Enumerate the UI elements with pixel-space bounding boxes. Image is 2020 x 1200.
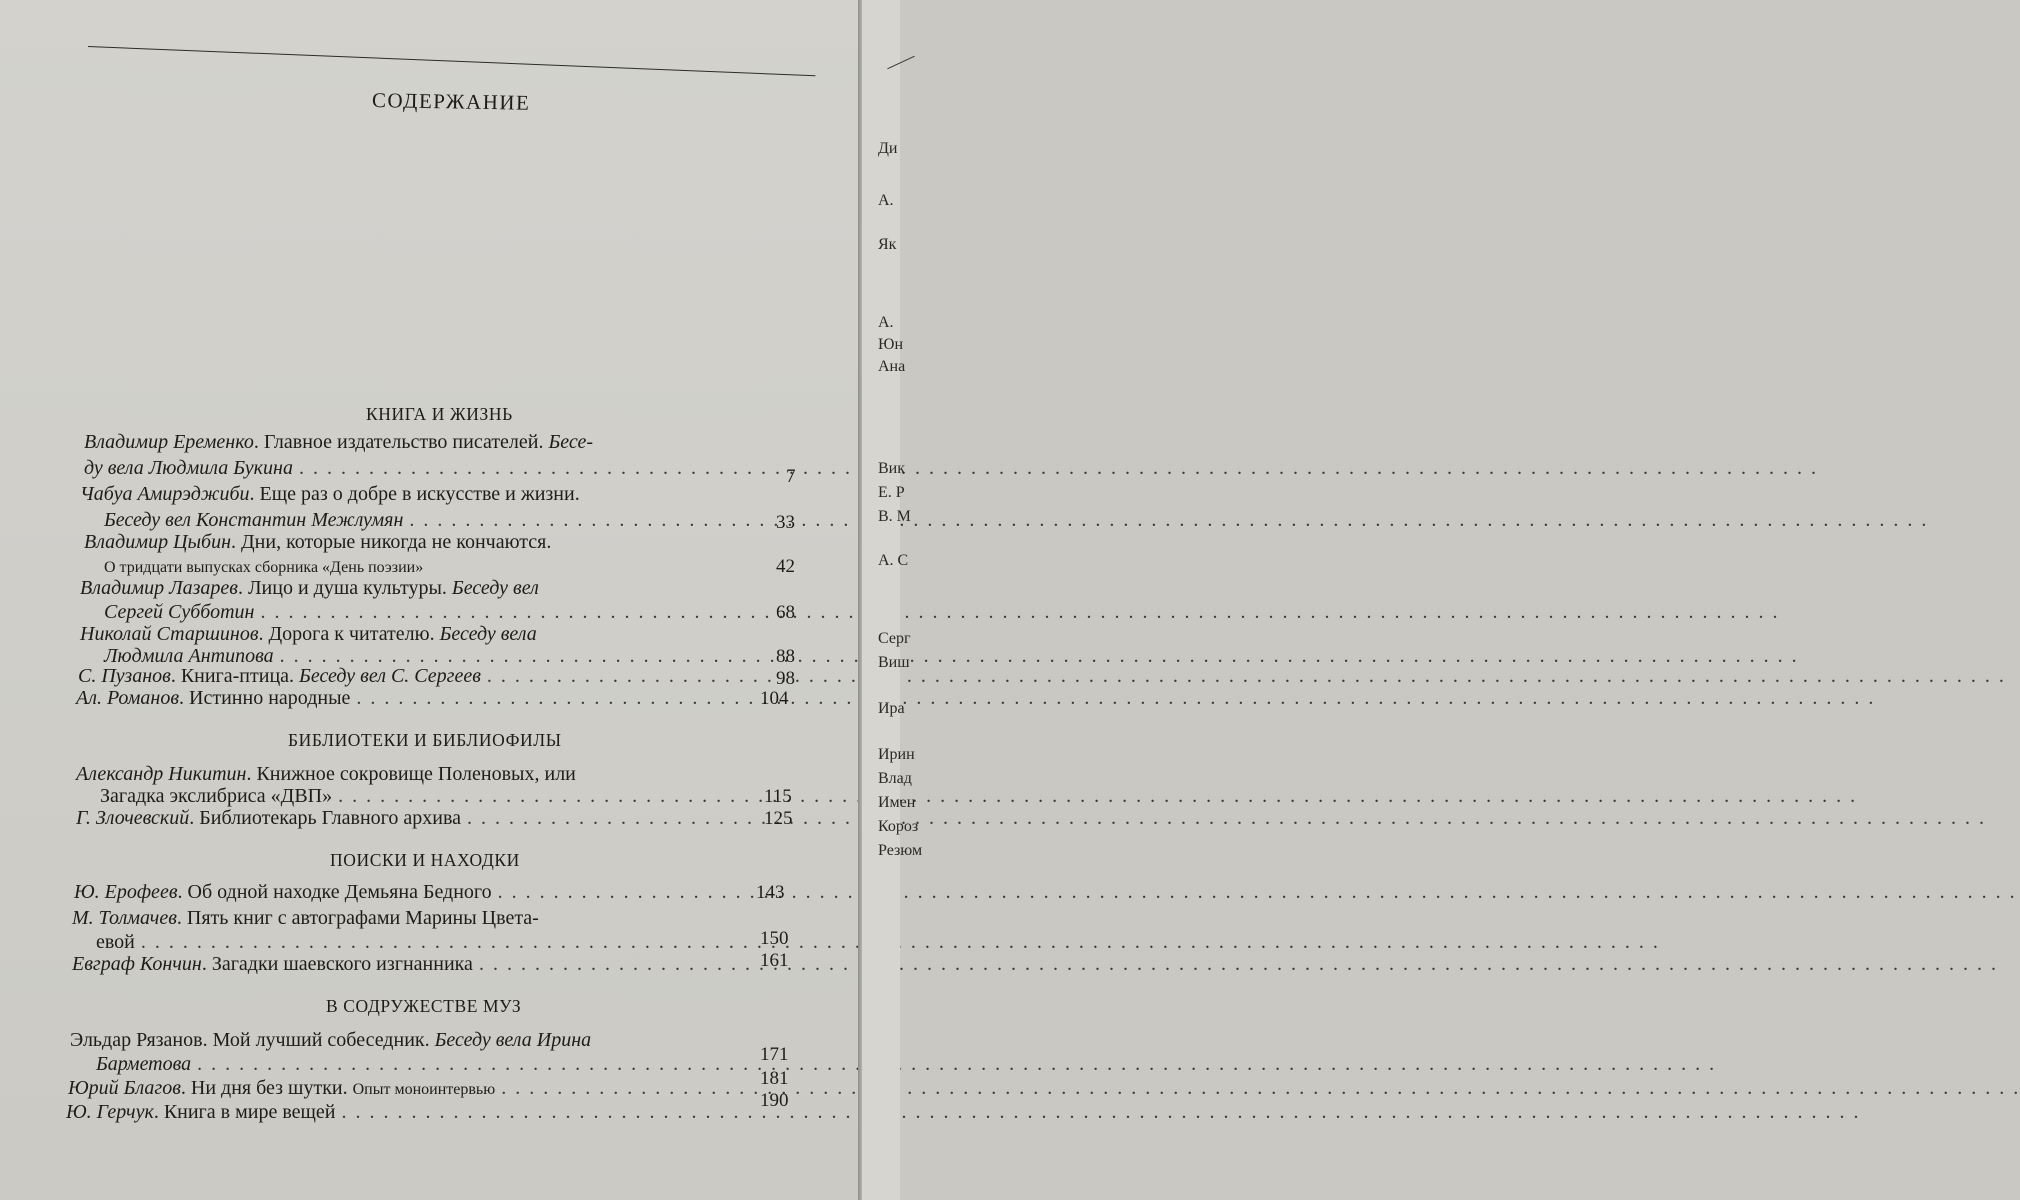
entry-author: Ю. Герчук	[66, 1101, 154, 1123]
facing-page-fragment: Як	[878, 236, 897, 253]
page-number: 143	[756, 882, 785, 903]
page-number: 33	[776, 512, 795, 533]
toc-entry[interactable]: Ю. Герчук . Книга в мире вещей . . .	[66, 1100, 736, 1124]
entry-author: Евграф Кончин	[72, 953, 202, 975]
entry-author: Г. Злочевский	[76, 807, 190, 829]
leader-dots	[498, 880, 2017, 904]
leader-dots	[409, 508, 1928, 532]
entry-note: Беседу вел С. Сергеев	[299, 665, 481, 687]
leader-dots	[342, 1100, 1861, 1124]
toc-entry[interactable]: Владимир Лазарев . Лицо и душа культуры. Беседу вел	[80, 577, 539, 599]
page-number: 88	[776, 646, 795, 667]
leader-dots	[356, 686, 1875, 710]
entry-title: Книга в мире вещей	[163, 1101, 336, 1123]
facing-page-fragment: Ди	[878, 140, 898, 157]
entry-note: Сергей Субботин	[104, 601, 255, 623]
entry-title: Библиотекарь Главного архива	[199, 807, 462, 829]
toc-entry[interactable]: Александр Никитин . Книжное сокровище Поленовых, или	[76, 763, 576, 785]
entry-author: Эльдар Рязанов	[70, 1029, 203, 1051]
entry-author: С. Пузанов	[78, 665, 171, 687]
section-heading: БИБЛИОТЕКИ И БИБЛИОФИЛЫ	[288, 730, 562, 750]
toc-entry[interactable]: М. Толмачев . Пять книг с автографами Марины Цвета-	[72, 907, 539, 929]
entry-note: Беседу вела	[439, 623, 537, 645]
toc-entry[interactable]: Владимир Цыбин . Дни, которые никогда не кончаются.	[84, 531, 552, 553]
leader-dots	[338, 784, 1857, 808]
leader-dots	[501, 1076, 2020, 1100]
leader-dots	[467, 806, 1986, 830]
entry-title: Истинно народные	[189, 687, 351, 709]
toc-entry[interactable]: Г. Злочевский . Библиотекарь Главного архива . . .	[76, 806, 740, 830]
page-title: СОДЕРЖАНИЕ	[371, 88, 531, 115]
toc-entry[interactable]: Ал. Романов . Истинно народные . . .	[76, 686, 740, 710]
facing-page-fragment: В. М	[878, 508, 911, 525]
toc-entry-continuation[interactable]	[104, 508, 744, 532]
entry-note: О тридцати выпусках сборника «День поэзии»	[104, 559, 424, 576]
page-number: 98	[776, 668, 795, 689]
entry-author: Ал. Романов	[76, 687, 180, 709]
entry-author: Ю. Ерофеев	[74, 881, 178, 903]
entry-title: евой	[96, 931, 135, 953]
section-heading: В СОДРУЖЕСТВЕ МУЗ	[326, 996, 522, 1016]
toc-entry-continuation[interactable]	[100, 784, 740, 808]
entry-title: Дни, которые никогда не кончаются.	[241, 531, 552, 553]
entry-author: Владимир Цыбин	[84, 531, 232, 553]
facing-page-fragment: Вик	[878, 460, 906, 477]
facing-page-fragment: А.	[878, 192, 894, 209]
section-heading: ПОИСКИ И НАХОДКИ	[330, 850, 520, 870]
page-number: 161	[760, 950, 789, 971]
page-number: 7	[786, 466, 796, 487]
book-page	[0, 0, 860, 1200]
facing-page-fragment: Серг	[878, 630, 911, 647]
top-rule	[88, 46, 815, 76]
entry-author: Владимир Лазарев	[80, 577, 238, 599]
toc-entry-continuation[interactable]	[96, 930, 740, 954]
entry-note: Барметова	[96, 1053, 192, 1075]
page-number: 150	[760, 928, 789, 949]
facing-page-fragment: Юн	[878, 336, 904, 353]
toc-entry[interactable]: Николай Старшинов . Дорога к читателю. Беседу вела	[80, 623, 537, 645]
leader-dots	[487, 664, 2006, 688]
page-number: 181	[760, 1068, 789, 1089]
page-number: 42	[776, 556, 795, 577]
leader-dots	[299, 456, 1818, 480]
section-heading: КНИГА И ЖИЗНЬ	[366, 404, 513, 424]
page-number: 68	[776, 602, 795, 623]
page-number: 115	[764, 786, 792, 807]
facing-page-rule	[887, 56, 915, 70]
toc-entry[interactable]: Ю. Ерофеев . Об одной находке Демьяна Бедного . . .	[74, 880, 734, 904]
leader-dots	[260, 600, 1779, 624]
page-number: 104	[760, 688, 789, 709]
entry-title: Мой лучший собеседник.	[212, 1029, 430, 1051]
entry-title: Главное издательство писателей.	[263, 431, 544, 453]
entry-author: Юрий Благов	[68, 1077, 181, 1099]
leader-dots	[141, 930, 1660, 954]
toc-entry[interactable]: Владимир Еременко . Главное издательство писателей. Бесе-	[84, 431, 594, 453]
entry-note: Беседу вела Ирина	[434, 1029, 592, 1051]
facing-page-fragment: Резюм	[878, 842, 923, 859]
page-number: 171	[760, 1044, 789, 1065]
entry-title: Книга-птица.	[180, 665, 295, 687]
facing-page-fragment: Ира	[878, 700, 905, 717]
toc-entry-continuation[interactable]	[104, 600, 744, 624]
facing-page-fragment: Ана	[878, 358, 906, 375]
entry-title: Лицо и душа культуры.	[247, 577, 447, 599]
entry-note: ду вела Людмила Букина	[84, 457, 293, 479]
facing-page-fragment: Ирин	[878, 746, 915, 763]
toc-entry[interactable]: Юрий Благов . Ни дня без шутки. Опыт моноинтервью . . .	[68, 1076, 736, 1102]
entry-title: Дорога к читателю.	[268, 623, 435, 645]
toc-entry[interactable]: Чабуа Амирэджиби . Еще раз о добре в искусстве и жизни.	[80, 483, 580, 505]
entry-title: Книжное сокровище Поленовых, или	[256, 763, 576, 785]
entry-note: Опыт моноинтервью	[352, 1081, 496, 1098]
facing-page-fragment: Влад	[878, 770, 912, 787]
entry-author: Владимир Еременко	[84, 431, 254, 453]
toc-entry-continuation[interactable]	[96, 1052, 740, 1076]
facing-page-fragment: А. С	[878, 552, 909, 569]
entry-title: Загадки шаевского изгнанника	[211, 953, 473, 975]
facing-page	[862, 0, 923, 1200]
facing-page-fragment: А.	[878, 314, 894, 331]
toc-entry[interactable]: Евграф Кончин . Загадки шаевского изгнанника . . .	[72, 952, 736, 976]
page-number: 190	[760, 1090, 789, 1111]
toc-entry-continuation[interactable]	[84, 456, 744, 480]
entry-author: Александр Никитин	[76, 763, 247, 785]
facing-page-fragment: Короз	[878, 818, 919, 835]
entry-author: Николай Старшинов	[80, 623, 259, 645]
entry-note: Беседу вел	[451, 577, 539, 599]
page-number: 125	[764, 808, 793, 829]
entry-note: Бесе-	[548, 431, 594, 453]
facing-page-fragment: Имен	[878, 794, 916, 811]
entry-note: Беседу вел Константин Межлумян	[104, 509, 404, 531]
entry-title: Еще раз о добре в искусстве и жизни.	[259, 483, 580, 505]
toc-entry[interactable]: Эльдар Рязанов . Мой лучший собеседник. Беседу вела Ирина	[70, 1029, 592, 1051]
entry-title: Ни дня без шутки.	[190, 1077, 348, 1099]
toc-entry[interactable]: С. Пузанов . Книга-птица. Беседу вел С. Сергеев . . .	[78, 664, 742, 688]
facing-page-fragment: Виш	[878, 654, 910, 671]
leader-dots	[197, 1052, 1716, 1076]
entry-title: Загадка экслибриса «ДВП»	[100, 785, 333, 807]
entry-author: М. Толмачев	[72, 907, 177, 929]
entry-author: Чабуа Амирэджиби	[80, 483, 250, 505]
entry-title: Об одной находке Демьяна Бедного	[187, 881, 492, 903]
entry-title: Пять книг с автографами Марины Цвета-	[186, 907, 539, 929]
leader-dots	[479, 952, 1998, 976]
facing-page-fragment: Е. Р	[878, 484, 905, 501]
entry-note: Людмила Антипова	[104, 645, 274, 667]
